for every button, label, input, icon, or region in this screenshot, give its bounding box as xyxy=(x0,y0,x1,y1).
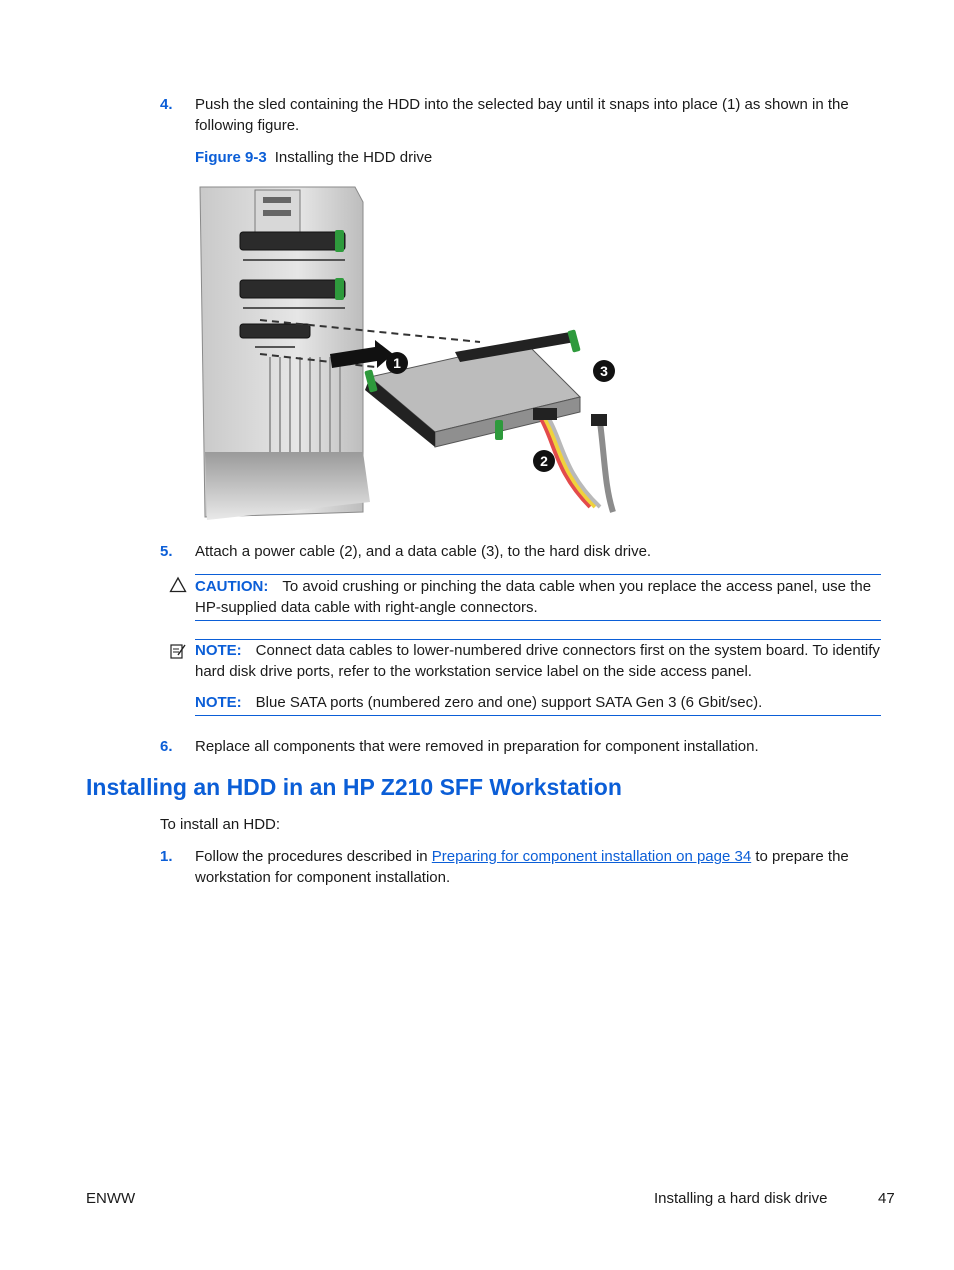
note-pencil-icon xyxy=(169,642,187,660)
note-box xyxy=(195,639,881,716)
footer-title: Installing a hard disk drive xyxy=(654,1190,828,1207)
figure-caption xyxy=(195,147,432,168)
step-6-number: 6. xyxy=(160,738,173,755)
caution-box xyxy=(195,574,881,621)
footer-page-number: 47 xyxy=(878,1190,895,1207)
step-5-text: Attach a power cable (2), and a data cable (3), to the hard disk drive. xyxy=(195,543,652,560)
hdd-installation-figure xyxy=(195,182,625,527)
note-1-text: Connect data cables to lower-numbered drive connectors first on the system board. To identify hard disk drive ports, refer to the workstation service label on the side access panel. xyxy=(195,642,880,680)
hdd-installation-illustration xyxy=(195,182,625,527)
callout-1 xyxy=(386,352,408,374)
svg-text:2: 2 xyxy=(540,453,548,469)
figure-caption-text: Installing the HDD drive xyxy=(274,149,433,166)
note-1 xyxy=(195,640,881,682)
step-4-number: 4. xyxy=(160,96,173,113)
section-heading: Installing an HDD in an HP Z210 SFF Workstation xyxy=(86,774,622,800)
note-2-label: NOTE: xyxy=(195,694,242,711)
section-step-1-text-after: to prepare the workstation for component installation. xyxy=(195,848,849,886)
callout-3 xyxy=(593,360,615,382)
note-2-text: Blue SATA ports (numbered zero and one) support SATA Gen 3 (6 Gbit/sec). xyxy=(255,694,763,711)
preparing-component-installation-link[interactable]: Preparing for component installation on page 34 xyxy=(431,848,752,865)
note-1-label: NOTE: xyxy=(195,642,242,659)
caution-text: To avoid crushing or pinching the data cable when you replace the access panel, use the HP-supplied data cable with right-angle connectors. xyxy=(195,578,872,616)
callout-2 xyxy=(533,450,555,472)
caution-label: CAUTION: xyxy=(195,578,269,595)
section-step-1-text-before: Follow the procedures described in xyxy=(195,848,432,865)
step-6-text: Replace all components that were removed in preparation for component installation. xyxy=(195,738,759,755)
footer-left: ENWW xyxy=(86,1190,136,1207)
figure-label: Figure 9-3 xyxy=(195,149,267,166)
section-intro: To install an HDD: xyxy=(160,816,281,833)
note-2 xyxy=(195,692,881,713)
section-step-1-number: 1. xyxy=(160,848,173,865)
step-4-text: Push the sled containing the HDD into the selected bay until it snaps into place (1) as shown in the following figure. xyxy=(195,96,849,134)
section-step-1-text xyxy=(195,846,875,888)
caution-triangle-icon xyxy=(169,576,187,594)
step-5-number: 5. xyxy=(160,543,173,560)
svg-text:1: 1 xyxy=(393,355,401,371)
svg-text:3: 3 xyxy=(600,363,608,379)
